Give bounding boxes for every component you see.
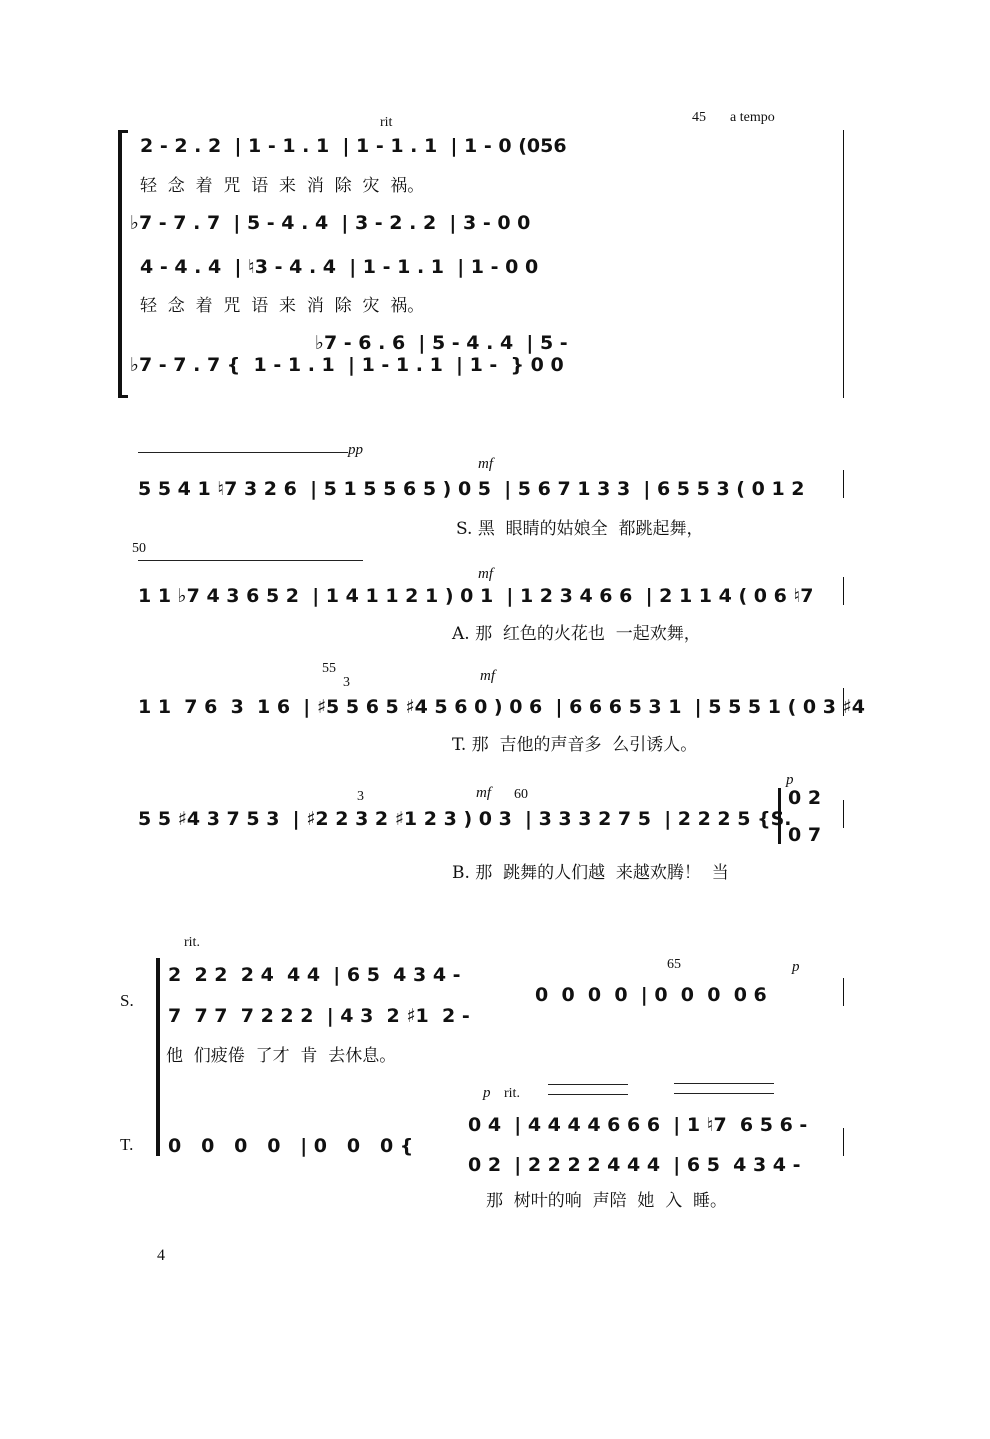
system1-measure-number: 45	[692, 110, 706, 125]
system6-tenor-bottom: 0 2 | 2 2 2 2 4 4 4 | 6 5 4 3 4 -	[468, 1154, 801, 1176]
system2-dynamic-line	[138, 452, 348, 453]
system6-tenor-p: p	[483, 1085, 491, 1101]
system6-crescendo-upper	[548, 1084, 628, 1085]
system1-soprano-lyrics: 轻 念 着 咒 语 来 消 除 灾 祸。	[140, 176, 425, 196]
system5-split-bottom: 0 7	[788, 824, 822, 846]
system4-mf: mf	[480, 668, 495, 684]
system6-measure-number: 65	[667, 957, 681, 972]
system5-notes: 5 5 ♯4 3 7 5 3 | ♯2 2 3 2 ♯1 2 3 ) 0 3 | 3 3 3 2 7 5 | 2 2 2 5 {S.	[138, 808, 792, 830]
system1-a-tempo: a tempo	[730, 110, 775, 125]
system1-bass-top-notes: ♭7 - 6 . 6 | 5 - 4 . 4 | 5 -	[315, 332, 568, 354]
system5-measure-number: 60	[514, 787, 528, 802]
system5-p: p	[786, 772, 794, 788]
system4-lyrics: T. 那 吉他的声音多 么引诱人。	[452, 735, 698, 755]
system1-alto-notes: ♭7 - 7 . 7 | 5 - 4 . 4 | 3 - 2 . 2 | 3 - 0 0	[130, 212, 531, 234]
system2-mf: mf	[478, 456, 493, 472]
page-number: 4	[157, 1247, 165, 1264]
system6-soprano-top: 2 2 2 2 4 4 4 | 6 5 4 3 4 -	[168, 964, 461, 986]
system5-split-top: 0 2	[788, 787, 822, 809]
system5-triplet: 3	[357, 789, 364, 804]
system6-soprano-lyrics: 他 们疲倦 了才 肯 去休息。	[166, 1046, 397, 1066]
system2-end-barline	[843, 470, 844, 498]
system4-end-barline	[843, 688, 844, 716]
system1-bracket-top	[118, 130, 128, 133]
system1-bass-notes: ♭7 - 7 . 7 { 1 - 1 . 1 | 1 - 1 . 1 | 1 - } 0 0	[130, 354, 564, 376]
system3-notes: 1 1 ♭7 4 3 6 5 2 | 1 4 1 1 2 1 ) 0 1 | 1 2 3 4 6 6 | 2 1 1 4 ( 0 6 ♮7	[138, 585, 814, 607]
system6-bracket	[156, 958, 160, 1156]
system5-end-barline	[843, 800, 844, 828]
system6-soprano-end-barline	[843, 978, 844, 1006]
system1-rit: rit	[380, 115, 393, 130]
system3-dynamic-line	[138, 560, 363, 561]
system1-bracket-bottom	[118, 395, 128, 398]
system5-lyrics: B. 那 跳舞的人们越 来越欢腾！ 当	[452, 863, 729, 883]
system2-lyrics: S. 黑 眼睛的姑娘全 都跳起舞，	[456, 519, 704, 539]
system1-end-barline	[843, 130, 844, 398]
system6-soprano-rest: 0 0 0 0 | 0 0 0 0 6	[535, 984, 767, 1006]
system3-mf: mf	[478, 566, 493, 582]
system6-crescendo-lower	[548, 1094, 628, 1095]
system3-end-barline	[843, 577, 844, 605]
system1-tenor-lyrics: 轻 念 着 咒 语 来 消 除 灾 祸。	[140, 296, 425, 316]
system3-measure-number: 50	[132, 541, 146, 556]
system5-split-bracket	[778, 788, 781, 844]
system6-tenor-label: T.	[120, 1135, 134, 1154]
system6-tenor-top: 0 4 | 4 4 4 4 6 6 6 | 1 ♮7 6 5 6 -	[468, 1114, 808, 1136]
system1-bracket	[118, 130, 122, 398]
system2-notes: 5 5 4 1 ♮7 3 2 6 | 5 1 5 5 6 5 ) 0 5 | 5 6 7 1 3 3 | 6 5 5 3 ( 0 1 2	[138, 478, 805, 500]
system5-mf: mf	[476, 785, 491, 801]
system4-measure-number: 55	[322, 661, 336, 676]
system6-decrescendo-lower	[674, 1093, 774, 1094]
system6-soprano-bottom: 7 7 7 7 2 2 2 | 4 3 2 ♯1 2 -	[168, 1005, 470, 1027]
system4-triplet: 3	[343, 675, 350, 690]
system1-tenor-notes: 4 - 4 . 4 | ♮3 - 4 . 4 | 1 - 1 . 1 | 1 - 0 0	[140, 256, 539, 278]
system6-tenor-lyrics: 那 树叶的响 声陪 她 入 睡。	[486, 1191, 728, 1211]
system3-lyrics: A. 那 红色的火花也 一起欢舞，	[452, 624, 701, 644]
system6-tenor-rit: rit.	[504, 1086, 520, 1101]
system6-rit: rit.	[184, 935, 200, 950]
system6-decrescendo-upper	[674, 1083, 774, 1084]
system4-notes: 1 1 7 6 3 1 6 | ♯5 5 6 5 ♯4 5 6 0 ) 0 6 | 6 6 6 5 3 1 | 5 5 5 1 ( 0 3 ♯4	[138, 696, 865, 718]
system1-soprano-notes: 2 - 2 . 2 | 1 - 1 . 1 | 1 - 1 . 1 | 1 - 0 (056	[140, 135, 567, 157]
system6-tenor-rests: 0 0 0 0 | 0 0 0 {	[168, 1135, 414, 1157]
system2-pp: pp	[348, 442, 363, 458]
system6-tenor-end-barline	[843, 1128, 844, 1156]
system6-soprano-label: S.	[120, 991, 134, 1010]
system6-p: p	[792, 959, 800, 975]
